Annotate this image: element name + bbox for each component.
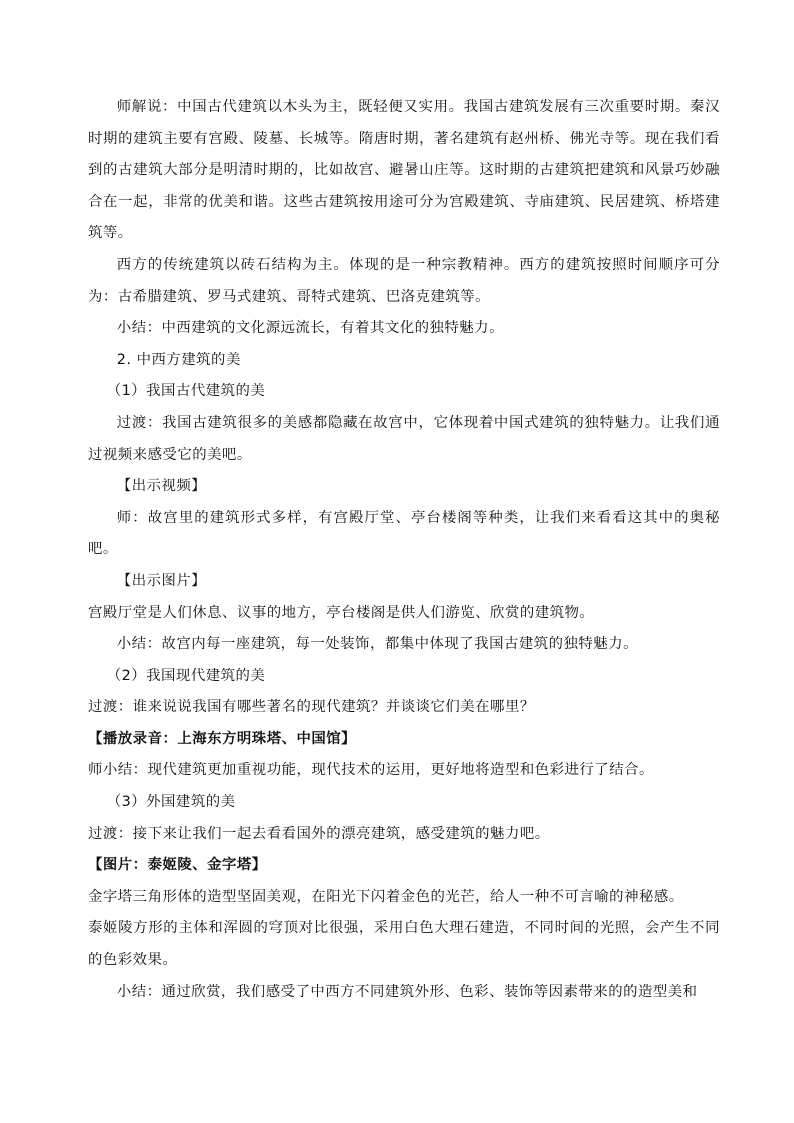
paragraph-pyramid: 金字塔三角形体的造型坚固美观，在阳光下闪着金色的光芒，给人一种不可言喻的神秘感。 xyxy=(88,888,684,905)
subheading-foreign-beauty: （3）外国建筑的美 xyxy=(106,794,236,811)
marker-play-recording: 【播放录音：上海东方明珠塔、中国馆】 xyxy=(88,730,357,747)
paragraph-transition-foreign: 过渡：接下来让我们一起去看看国外的漂亮建筑，感受建筑的魅力吧。 xyxy=(88,825,550,842)
paragraph-transition-forbidden-city: 过渡：我国古建筑很多的美感都隐藏在故宫中，它体现着中国式建筑的独特魅力。让我们通过视频来感受它的美吧。 xyxy=(88,414,720,463)
paragraph-transition-modern: 过渡：谁来说说我国有哪些著名的现代建筑？并谈谈它们美在哪里？ xyxy=(88,699,535,716)
paragraph-teacher-forbidden-city: 师：故宫里的建筑形式多样，有宫殿厅堂、亭台楼阁等种类，让我们来看看这其中的奥秘吧。 xyxy=(88,509,720,558)
paragraph-ancient-chinese-architecture: 师解说：中国古代建筑以木头为主，既轻便又实用。我国古建筑发展有三次重要时期。秦汉时期的建筑主要有宫殿、陵墓、长城等。隋唐时期，著名建筑有赵州桥、佛光寺等。现在我们看到的古建筑大部分是明清时期的，比如故宫、避暑山庄等。这时期的古建筑把建筑和风景巧妙融合在一起，非常的优美和谐。这些古建筑按用途可分为宫殿建筑、寺庙建筑、民居建筑、桥塔建筑等。 xyxy=(88,99,720,242)
subheading-modern-beauty: （2）我国现代建筑的美 xyxy=(106,667,266,684)
marker-show-pictures: 【出示图片】 xyxy=(116,572,207,589)
paragraph-taj-mahal: 泰姬陵方形的主体和浑圆的穹顶对比很强，采用白色大理石建造，不同时间的光照，会产生不同的色彩效果。 xyxy=(88,920,720,969)
subheading-ancient-beauty: （1）我国古代建筑的美 xyxy=(106,383,266,400)
paragraph-western-architecture: 西方的传统建筑以砖石结构为主。体现的是一种宗教精神。西方的建筑按照时间顺序可分为：古希腊建筑、罗马式建筑、哥特式建筑、巴洛克建筑等。 xyxy=(88,256,720,305)
section-heading-beauty: 2. 中西方建筑的美 xyxy=(116,351,241,368)
paragraph-palace-halls: 宫殿厅堂是人们休息、议事的地方，亭台楼阁是供人们游览、欣赏的建筑物。 xyxy=(88,604,595,621)
paragraph-summary-final: 小结：通过欣赏，我们感受了中西方不同建筑外形、色彩、装饰等因素带来的的造型美和 xyxy=(116,983,698,1000)
marker-show-video: 【出示视频】 xyxy=(116,478,207,495)
marker-pictures-taj-pyramid: 【图片：泰姬陵、金字塔】 xyxy=(88,857,267,874)
paragraph-summary-culture: 小结：中西建筑的文化源远流长，有着其文化的独特魅力。 xyxy=(116,320,504,337)
paragraph-summary-forbidden-city: 小结：故宫内每一座建筑，每一处装饰，都集中体现了我国古建筑的独特魅力。 xyxy=(116,636,638,653)
document-body xyxy=(88,92,720,1008)
paragraph-summary-modern: 师小结：现代建筑更加重视功能，现代技术的运用，更好地将造型和色彩进行了结合。 xyxy=(88,762,654,779)
